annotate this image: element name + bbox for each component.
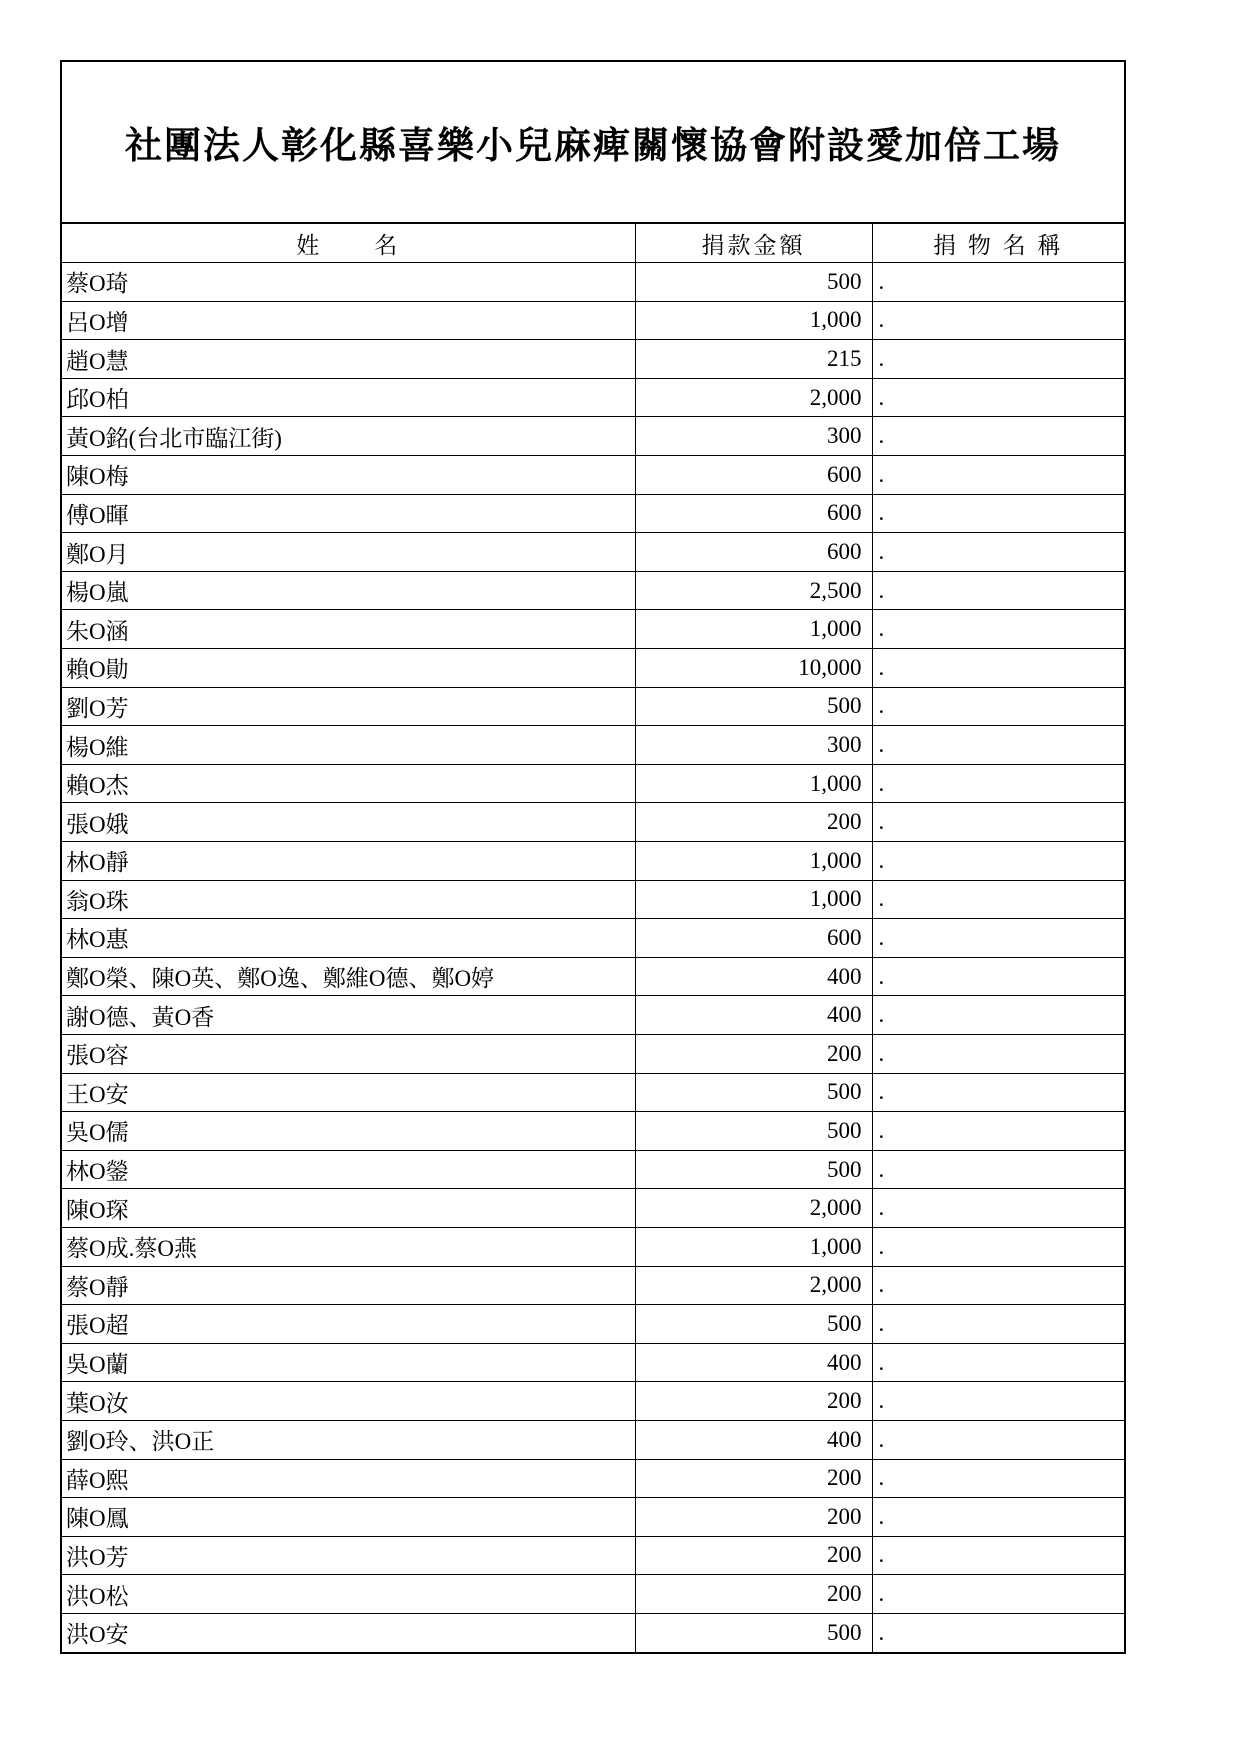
donation-amount-cell: 2,000: [635, 1189, 872, 1228]
donation-amount-cell: 10,000: [635, 649, 872, 688]
donor-name-cell: 鄭O榮、陳O英、鄭O逸、鄭維O德、鄭O婷: [62, 957, 635, 996]
donor-name-cell: 楊O嵐: [62, 571, 635, 610]
donated-item-cell: .: [872, 880, 1124, 919]
donated-item-cell: .: [872, 1498, 1124, 1537]
table-row: [62, 957, 1124, 996]
table-row: [62, 649, 1124, 688]
donation-amount-cell: 1,000: [635, 301, 872, 340]
table-row: [62, 1034, 1124, 1073]
donated-item-cell: .: [872, 687, 1124, 726]
donor-name-cell: 林O惠: [62, 919, 635, 958]
donor-name-cell: 陳O鳳: [62, 1498, 635, 1537]
donation-amount-cell: 200: [635, 803, 872, 842]
table-row: [62, 1575, 1124, 1614]
table-row: [62, 1150, 1124, 1189]
donation-amount-cell: 400: [635, 957, 872, 996]
donated-item-cell: .: [872, 1112, 1124, 1151]
donor-name-cell: 邱O柏: [62, 378, 635, 417]
donated-item-cell: .: [872, 1420, 1124, 1459]
table-row: [62, 1382, 1124, 1421]
donation-amount-cell: 200: [635, 1034, 872, 1073]
table-row: [62, 378, 1124, 417]
donated-item-cell: .: [872, 301, 1124, 340]
donated-item-cell: .: [872, 494, 1124, 533]
donation-amount-cell: 600: [635, 494, 872, 533]
donation-amount-cell: 500: [635, 687, 872, 726]
donor-name-cell: 陳O琛: [62, 1189, 635, 1228]
donated-item-cell: .: [872, 919, 1124, 958]
donated-item-cell: .: [872, 1227, 1124, 1266]
donor-name-cell: 洪O芳: [62, 1536, 635, 1575]
donation-table: [62, 224, 1124, 1652]
donated-item-cell: .: [872, 649, 1124, 688]
donated-item-cell: .: [872, 1536, 1124, 1575]
donated-item-cell: .: [872, 340, 1124, 379]
donated-item-cell: .: [872, 1034, 1124, 1073]
column-header-item: 捐 物 名 稱: [872, 224, 1124, 263]
donor-name-cell: 賴O杰: [62, 764, 635, 803]
donated-item-cell: .: [872, 1150, 1124, 1189]
donation-amount-cell: 400: [635, 1420, 872, 1459]
donation-amount-cell: 1,000: [635, 1227, 872, 1266]
table-row: [62, 1343, 1124, 1382]
table-row: [62, 1536, 1124, 1575]
donation-amount-cell: 200: [635, 1459, 872, 1498]
donor-name-cell: 趙O慧: [62, 340, 635, 379]
donor-name-cell: 蔡O成.蔡O燕: [62, 1227, 635, 1266]
donation-amount-cell: 500: [635, 263, 872, 302]
donor-name-cell: 傅O暉: [62, 494, 635, 533]
donor-name-cell: 楊O維: [62, 726, 635, 765]
table-row: [62, 1266, 1124, 1305]
donation-amount-cell: 200: [635, 1498, 872, 1537]
column-header-name: 姓 名: [62, 224, 635, 263]
donated-item-cell: .: [872, 1073, 1124, 1112]
table-row: [62, 1189, 1124, 1228]
donation-amount-cell: 600: [635, 533, 872, 572]
donation-amount-cell: 500: [635, 1613, 872, 1652]
donor-name-cell: 林O靜: [62, 842, 635, 881]
donor-name-cell: 林O鎣: [62, 1150, 635, 1189]
donated-item-cell: .: [872, 764, 1124, 803]
donor-name-cell: 張O娥: [62, 803, 635, 842]
donation-amount-cell: 200: [635, 1536, 872, 1575]
donation-amount-cell: 600: [635, 456, 872, 495]
table-row: [62, 571, 1124, 610]
donated-item-cell: .: [872, 1575, 1124, 1614]
table-row: [62, 687, 1124, 726]
donation-amount-cell: 200: [635, 1575, 872, 1614]
table-row: [62, 1305, 1124, 1344]
title-box: [62, 62, 1124, 224]
donated-item-cell: .: [872, 1382, 1124, 1421]
table-row: [62, 263, 1124, 302]
donation-amount-cell: 2,000: [635, 1266, 872, 1305]
donated-item-cell: .: [872, 378, 1124, 417]
donor-name-cell: 王O安: [62, 1073, 635, 1112]
donated-item-cell: .: [872, 726, 1124, 765]
donation-amount-cell: 1,000: [635, 610, 872, 649]
table-row: [62, 494, 1124, 533]
donor-name-cell: 張O超: [62, 1305, 635, 1344]
table-row: [62, 1498, 1124, 1537]
table-row: [62, 1459, 1124, 1498]
table-row: [62, 301, 1124, 340]
donated-item-cell: .: [872, 456, 1124, 495]
donation-amount-cell: 500: [635, 1305, 872, 1344]
donor-name-cell: 洪O松: [62, 1575, 635, 1614]
donation-amount-cell: 1,000: [635, 880, 872, 919]
donation-amount-cell: 500: [635, 1112, 872, 1151]
table-body: [62, 263, 1124, 1652]
donation-amount-cell: 2,500: [635, 571, 872, 610]
donation-amount-cell: 215: [635, 340, 872, 379]
donation-amount-cell: 600: [635, 919, 872, 958]
table-row: [62, 880, 1124, 919]
donated-item-cell: .: [872, 1266, 1124, 1305]
donor-name-cell: 劉O芳: [62, 687, 635, 726]
donated-item-cell: .: [872, 1613, 1124, 1652]
donated-item-cell: .: [872, 957, 1124, 996]
table-row: [62, 417, 1124, 456]
donor-name-cell: 洪O安: [62, 1613, 635, 1652]
donor-name-cell: 薛O熙: [62, 1459, 635, 1498]
donor-name-cell: 劉O玲、洪O正: [62, 1420, 635, 1459]
table-row: [62, 919, 1124, 958]
donated-item-cell: .: [872, 996, 1124, 1035]
table-row: [62, 1613, 1124, 1652]
donated-item-cell: .: [872, 1305, 1124, 1344]
table-row: [62, 842, 1124, 881]
donation-amount-cell: 300: [635, 726, 872, 765]
table-row: [62, 340, 1124, 379]
donor-name-cell: 朱O涵: [62, 610, 635, 649]
donated-item-cell: .: [872, 571, 1124, 610]
donor-name-cell: 蔡O琦: [62, 263, 635, 302]
donor-name-cell: 呂O增: [62, 301, 635, 340]
donation-amount-cell: 1,000: [635, 842, 872, 881]
table-row: [62, 1073, 1124, 1112]
column-header-amount: 捐款金額: [635, 224, 872, 263]
donor-name-cell: 陳O梅: [62, 456, 635, 495]
donation-amount-cell: 500: [635, 1150, 872, 1189]
donation-amount-cell: 300: [635, 417, 872, 456]
table-row: [62, 1420, 1124, 1459]
donor-name-cell: 葉O汝: [62, 1382, 635, 1421]
donated-item-cell: .: [872, 842, 1124, 881]
table-row: [62, 456, 1124, 495]
donated-item-cell: .: [872, 417, 1124, 456]
donor-name-cell: 賴O勛: [62, 649, 635, 688]
donated-item-cell: .: [872, 263, 1124, 302]
donated-item-cell: .: [872, 533, 1124, 572]
donated-item-cell: .: [872, 610, 1124, 649]
donated-item-cell: .: [872, 1343, 1124, 1382]
table-row: [62, 1227, 1124, 1266]
donation-amount-cell: 400: [635, 996, 872, 1035]
page-title: 社團法人彰化縣喜樂小兒麻痺關懷協會附設愛加倍工場: [125, 123, 1061, 167]
donation-amount-cell: 400: [635, 1343, 872, 1382]
table-row: [62, 533, 1124, 572]
donor-name-cell: 翁O珠: [62, 880, 635, 919]
table-row: [62, 764, 1124, 803]
donation-amount-cell: 1,000: [635, 764, 872, 803]
table-row: [62, 610, 1124, 649]
table-row: [62, 803, 1124, 842]
donor-name-cell: 吳O蘭: [62, 1343, 635, 1382]
donor-name-cell: 蔡O靜: [62, 1266, 635, 1305]
table-row: [62, 996, 1124, 1035]
table-row: [62, 726, 1124, 765]
donor-name-cell: 黃O銘(台北市臨江街): [62, 417, 635, 456]
donation-amount-cell: 500: [635, 1073, 872, 1112]
donated-item-cell: .: [872, 803, 1124, 842]
donor-name-cell: 謝O德、黃O香: [62, 996, 635, 1035]
donation-amount-cell: 200: [635, 1382, 872, 1421]
donor-name-cell: 鄭O月: [62, 533, 635, 572]
donated-item-cell: .: [872, 1459, 1124, 1498]
donation-sheet: [60, 60, 1126, 1654]
donor-name-cell: 吳O儒: [62, 1112, 635, 1151]
donor-name-cell: 張O容: [62, 1034, 635, 1073]
table-row: [62, 1112, 1124, 1151]
donation-amount-cell: 2,000: [635, 378, 872, 417]
donated-item-cell: .: [872, 1189, 1124, 1228]
header-row: [62, 224, 1124, 263]
